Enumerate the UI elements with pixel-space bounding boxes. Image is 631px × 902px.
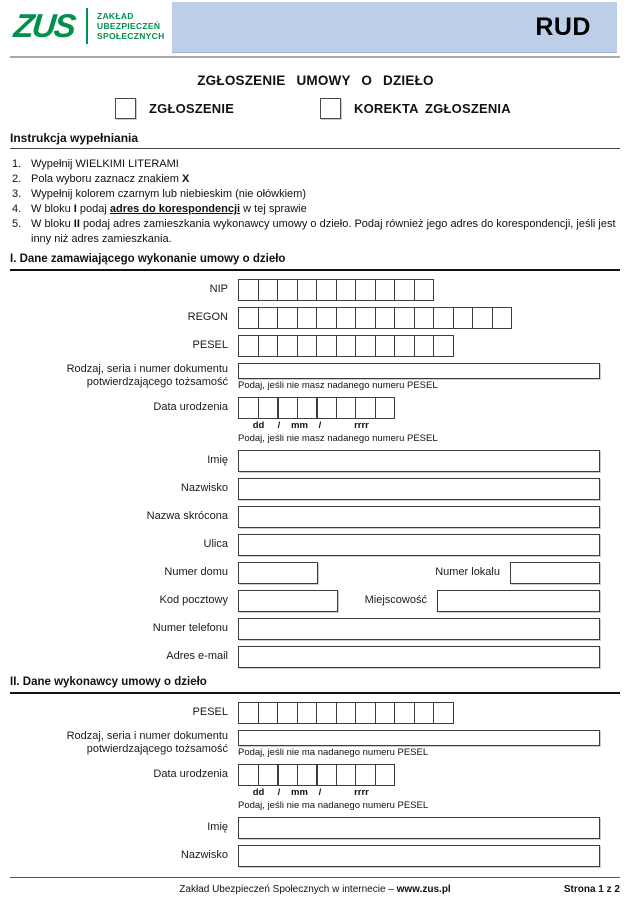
org-line: SPOŁECZNYCH	[97, 31, 165, 41]
char-cell[interactable]	[277, 764, 298, 786]
s2-first-name-input[interactable]	[238, 817, 600, 839]
section2-form	[0, 694, 631, 867]
char-cell[interactable]	[238, 702, 259, 724]
city-label: Miejscowość	[364, 594, 427, 606]
nip-label: NIP	[209, 283, 228, 295]
instructions-heading: Instrukcja wypełniania	[10, 131, 620, 149]
first-name-row	[10, 817, 600, 839]
org-line: ZAKŁAD	[97, 11, 134, 21]
regon-label: REGON	[187, 311, 228, 323]
char-cell[interactable]	[258, 307, 279, 329]
date-format-labels: dd / mm / rrrr	[252, 420, 369, 431]
char-cell[interactable]	[238, 397, 259, 419]
char-cell[interactable]	[453, 307, 474, 329]
instruction-item: 3. Wypełnij kolorem czarnym lub niebieskim (nie ołówkiem)	[12, 188, 306, 200]
regon-row	[10, 307, 600, 329]
registration-option	[115, 98, 320, 119]
char-cell[interactable]	[316, 702, 337, 724]
pesel-label: PESEL	[192, 339, 228, 351]
document-id-row	[10, 363, 600, 391]
s1-phone-input[interactable]	[238, 618, 600, 640]
s2-birth-date-input[interactable]	[238, 764, 600, 786]
char-cell[interactable]	[414, 279, 435, 301]
phone-label: Numer telefonu	[152, 622, 228, 634]
instruction-item: 1. Wypełnij WIELKIMI LITERAMI	[12, 158, 179, 170]
house-apartment-row	[10, 562, 600, 584]
item-number: 2.	[12, 173, 22, 185]
s2-document-id-input[interactable]	[238, 730, 600, 746]
s1-short-name-input[interactable]	[238, 506, 600, 528]
last-name-label: Nazwisko	[180, 482, 228, 494]
s1-email-input[interactable]	[238, 646, 600, 668]
header-rule	[10, 56, 620, 58]
char-cell[interactable]	[258, 279, 279, 301]
char-cell[interactable]	[277, 702, 298, 724]
zus-url: www.zus.pl	[396, 884, 451, 895]
char-cell[interactable]	[336, 397, 357, 419]
apartment-number-label: Numer lokalu	[435, 566, 500, 578]
char-cell[interactable]	[297, 279, 318, 301]
s1-nip-input[interactable]	[238, 279, 434, 301]
char-cell[interactable]	[277, 279, 298, 301]
postal-code-label: Kod pocztowy	[159, 594, 228, 606]
char-cell[interactable]	[277, 307, 298, 329]
birth-date-row	[10, 397, 600, 444]
char-cell[interactable]	[297, 307, 318, 329]
s1-apartment-number-input[interactable]	[510, 562, 600, 584]
char-cell[interactable]	[258, 335, 279, 357]
email-label: Adres e-mail	[166, 650, 228, 662]
char-cell[interactable]	[297, 764, 318, 786]
page-footer	[10, 877, 620, 895]
birth-date-label: Data urodzenia	[153, 401, 228, 413]
logo-divider	[86, 8, 88, 44]
s1-first-name-input[interactable]	[238, 450, 600, 472]
s1-birth-date-input[interactable]	[238, 397, 600, 419]
short-name-label: Nazwa skrócona	[146, 510, 228, 522]
section1-form	[0, 271, 631, 668]
form-header	[0, 0, 631, 57]
char-cell[interactable]	[433, 702, 454, 724]
char-cell[interactable]	[297, 397, 318, 419]
char-cell[interactable]	[355, 764, 376, 786]
item-number: 5.	[12, 218, 22, 230]
char-cell[interactable]	[258, 702, 279, 724]
char-cell[interactable]	[433, 335, 454, 357]
char-cell[interactable]	[433, 307, 454, 329]
s2-last-name-input[interactable]	[238, 845, 600, 867]
char-cell[interactable]	[336, 307, 357, 329]
item-number: 1.	[12, 158, 22, 170]
char-cell[interactable]	[316, 397, 337, 419]
s1-street-input[interactable]	[238, 534, 600, 556]
instruction-item: 4. W bloku I podaj adres do korespondencji w tej sprawie	[12, 203, 307, 215]
char-cell[interactable]	[355, 702, 376, 724]
char-cell[interactable]	[394, 279, 415, 301]
registration-checkbox[interactable]	[115, 98, 136, 119]
form-code: RUD	[535, 12, 591, 41]
date-format-labels: dd / mm / rrrr	[252, 787, 369, 798]
instruction-item: 5. W bloku II podaj adres zamieszkania wykonawcy umowy o dzieło. Podaj również jego adres do korespondencji, jeśli jest inny niż adres zamieszkania.	[12, 218, 616, 245]
zus-logo-text: ZUS	[12, 7, 76, 44]
char-cell[interactable]	[316, 307, 337, 329]
s1-postal-code-input[interactable]	[238, 590, 338, 612]
s2-pesel-input[interactable]	[238, 702, 454, 724]
birth-date-row	[10, 764, 600, 811]
house-number-label: Numer domu	[164, 566, 228, 578]
correction-label: KOREKTA ZGŁOSZENIA	[354, 100, 511, 116]
char-cell[interactable]	[414, 335, 435, 357]
char-cell[interactable]	[336, 279, 357, 301]
char-cell[interactable]	[336, 702, 357, 724]
char-cell[interactable]	[277, 335, 298, 357]
s1-last-name-input[interactable]	[238, 478, 600, 500]
birth-date-hint: Podaj, jeśli nie masz nadanego numeru PESEL	[238, 433, 438, 444]
char-cell[interactable]	[316, 335, 337, 357]
char-cell[interactable]	[492, 307, 513, 329]
section1-heading: I. Dane zamawiającego wykonanie umowy o dzieło	[10, 253, 620, 271]
s1-regon-input[interactable]	[238, 307, 512, 329]
document-id-label: Rodzaj, seria i numer dokumentu potwierdzającego tożsamość	[66, 730, 228, 755]
char-cell[interactable]	[316, 764, 337, 786]
birth-date-label: Data urodzenia	[153, 768, 228, 780]
document-id-label: Rodzaj, seria i numer dokumentu potwierdzającego tożsamość	[66, 363, 228, 388]
pesel-row	[10, 702, 600, 724]
char-cell[interactable]	[277, 397, 298, 419]
form-code-banner	[172, 2, 617, 53]
instruction-item: 2. Pola wyboru zaznacz znakiem X	[12, 173, 190, 185]
street-label: Ulica	[203, 538, 228, 550]
pesel-label: PESEL	[192, 706, 228, 718]
document-id-row	[10, 730, 600, 758]
correction-option	[320, 98, 511, 119]
char-cell[interactable]	[355, 335, 376, 357]
char-cell[interactable]	[355, 307, 376, 329]
report-type-row	[0, 97, 631, 119]
item-number: 3.	[12, 188, 22, 200]
nip-row	[10, 279, 600, 301]
char-cell[interactable]	[355, 397, 376, 419]
last-name-row	[10, 478, 600, 500]
page-indicator: Strona 1 z 2	[563, 884, 620, 895]
char-cell[interactable]	[238, 764, 259, 786]
last-name-row	[10, 845, 600, 867]
char-cell[interactable]	[375, 764, 396, 786]
footer-text: Zakład Ubezpieczeń Społecznych w internecie – www.zus.pl	[179, 884, 451, 895]
pesel-row	[10, 335, 600, 357]
char-cell[interactable]	[375, 702, 396, 724]
registration-label: ZGŁOSZENIE	[149, 100, 235, 116]
phone-row	[10, 618, 600, 640]
char-cell[interactable]	[238, 307, 259, 329]
form-title: ZGŁOSZENIE UMOWY O DZIEŁO	[197, 73, 434, 88]
section2-heading: II. Dane wykonawcy umowy o dzieło	[10, 676, 620, 694]
zus-org-name	[97, 11, 165, 41]
zus-logo	[14, 6, 165, 46]
first-name-label: Imię	[207, 821, 228, 833]
char-cell[interactable]	[297, 335, 318, 357]
char-cell[interactable]	[414, 702, 435, 724]
street-row	[10, 534, 600, 556]
char-cell[interactable]	[355, 279, 376, 301]
instructions-list	[12, 157, 620, 247]
correction-checkbox[interactable]	[320, 98, 341, 119]
document-id-hint: Podaj, jeśli nie ma nadanego numeru PESEL	[238, 747, 429, 758]
char-cell[interactable]	[258, 397, 279, 419]
s1-pesel-input[interactable]	[238, 335, 454, 357]
first-name-label: Imię	[207, 454, 228, 466]
char-cell[interactable]	[336, 764, 357, 786]
org-line: UBEZPIECZEŃ	[97, 21, 161, 31]
char-cell[interactable]	[238, 279, 259, 301]
char-cell[interactable]	[394, 702, 415, 724]
char-cell[interactable]	[394, 335, 415, 357]
char-cell[interactable]	[375, 279, 396, 301]
item-number: 4.	[12, 203, 22, 215]
char-cell[interactable]	[258, 764, 279, 786]
birth-date-hint: Podaj, jeśli nie ma nadanego numeru PESEL	[238, 800, 429, 811]
last-name-label: Nazwisko	[180, 849, 228, 861]
char-cell[interactable]	[472, 307, 493, 329]
char-cell[interactable]	[394, 307, 415, 329]
document-id-hint: Podaj, jeśli nie masz nadanego numeru PESEL	[238, 380, 438, 391]
s1-document-id-input[interactable]	[238, 363, 600, 379]
char-cell[interactable]	[336, 335, 357, 357]
char-cell[interactable]	[238, 335, 259, 357]
char-cell[interactable]	[414, 307, 435, 329]
char-cell[interactable]	[375, 335, 396, 357]
s1-city-input[interactable]	[437, 590, 600, 612]
short-name-row	[10, 506, 600, 528]
char-cell[interactable]	[297, 702, 318, 724]
first-name-row	[10, 450, 600, 472]
s1-house-number-input[interactable]	[238, 562, 318, 584]
char-cell[interactable]	[316, 279, 337, 301]
email-row	[10, 646, 600, 668]
postal-city-row	[10, 590, 600, 612]
char-cell[interactable]	[375, 397, 396, 419]
char-cell[interactable]	[375, 307, 396, 329]
